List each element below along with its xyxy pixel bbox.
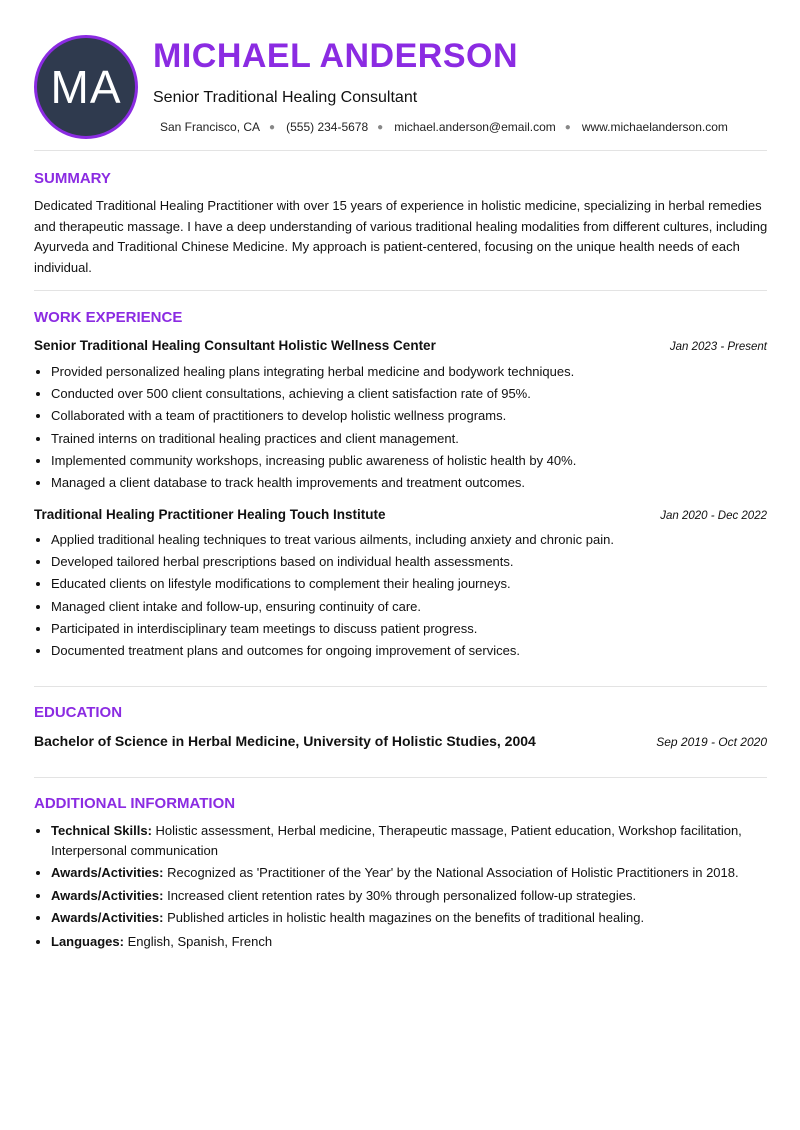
info-text: Increased client retention rates by 30% through personalized follow-up strategies.: [167, 887, 637, 903]
additional-heading: ADDITIONAL INFORMATION: [34, 795, 236, 812]
separator-dot-icon: ●: [564, 121, 571, 133]
additional-list: [34, 821, 767, 954]
info-text: Published articles in holistic health magazines on the benefits of traditional healing.: [167, 910, 645, 925]
summary-text: Dedicated Traditional Healing Practitioner with over 15 years of experience in holistic medicine, specializing in herbal remedies and therapeutic massage. I have a deep understanding of various traditional healing modalities from different cultures, including Ayurveda and Traditional Chinese Medicine. My approach is patient-centered, focusing on the unique health needs of each individual.: [34, 198, 768, 275]
divider: [34, 290, 767, 291]
contact-email: michael.anderson@email.com: [394, 120, 556, 134]
education-entry: [34, 733, 767, 749]
education-date: Sep 2019 - Oct 2020: [656, 735, 767, 749]
info-text: English, Spanish, French: [127, 933, 273, 949]
list-item: [51, 932, 767, 952]
education-degree: Bachelor of Science in Herbal Medicine, University of Holistic Studies, 2004: [34, 733, 536, 749]
list-item: [51, 821, 767, 860]
list-item: [51, 886, 767, 906]
job-date: Jan 2020 - Dec 2022: [660, 510, 767, 522]
education-heading: EDUCATION: [34, 704, 123, 721]
contact-phone: (555) 234-5678: [286, 120, 369, 134]
info-text: Holistic assessment, Herbal medicine, Therapeutic massage, Patient education, Workshop facilitation, Interpersonal communication: [51, 823, 742, 858]
list-item: [51, 863, 767, 883]
info-label: Awards/Activities:: [51, 887, 164, 903]
experience-heading: WORK EXPERIENCE: [34, 309, 183, 326]
list-item: • Developed tailored herbal prescriptions based on individual health assessments.: [51, 551, 767, 573]
separator-dot-icon: ●: [269, 121, 276, 133]
list-item: • Provided personalized healing plans integrating herbal medicine and bodywork techniques.: [51, 361, 767, 383]
info-text: Recognized as 'Practitioner of the Year' by the National Association of Holistic Practitioners in 2018.: [167, 865, 739, 880]
list-item: • Collaborated with a team of practitioners to develop holistic wellness programs.: [51, 405, 767, 427]
candidate-name: MICHAEL ANDERSON: [153, 37, 519, 75]
info-label: Technical Skills:: [51, 823, 152, 838]
contact-row: [160, 120, 728, 134]
job-bullets: [34, 529, 767, 662]
list-item: • Documented treatment plans and outcomes for ongoing improvement of services.: [51, 640, 767, 662]
info-label: Languages:: [51, 933, 124, 949]
job-bullets: [34, 361, 767, 494]
list-item: • Managed a client database to track health improvements and treatment outcomes.: [51, 472, 767, 494]
separator-dot-icon: ●: [377, 121, 384, 133]
list-item: [51, 908, 767, 928]
list-item: • Trained interns on traditional healing practices and client management.: [51, 428, 767, 450]
info-label: Awards/Activities:: [51, 910, 164, 925]
list-item: • Implemented community workshops, increasing public awareness of holistic health by 40%.: [51, 450, 767, 472]
contact-website: www.michaelanderson.com: [581, 120, 728, 134]
candidate-title: Senior Traditional Healing Consultant: [153, 89, 418, 106]
avatar: [34, 35, 138, 139]
job-role: Traditional Healing Practitioner Healing Touch Institute: [34, 507, 386, 522]
info-label: Awards/Activities:: [51, 865, 164, 880]
list-item: • Participated in interdisciplinary team meetings to discuss patient progress.: [51, 618, 767, 640]
list-item: • Applied traditional healing techniques to treat various ailments, including anxiety and chronic pain.: [51, 529, 767, 551]
job-role: Senior Traditional Healing Consultant Holistic Wellness Center: [34, 338, 436, 353]
job-header: [34, 338, 767, 353]
list-item: • Conducted over 500 client consultations, achieving a client satisfaction rate of 95%.: [51, 383, 767, 405]
contact-location: San Francisco, CA: [160, 120, 261, 134]
list-item: • Educated clients on lifestyle modifications to complement their healing journeys.: [51, 573, 767, 595]
job-header: [34, 507, 767, 522]
list-item: • Managed client intake and follow-up, ensuring continuity of care.: [51, 596, 767, 618]
divider: [34, 777, 767, 778]
divider: [34, 150, 767, 151]
avatar-initials: MA: [50, 61, 122, 113]
divider: [34, 686, 767, 687]
summary-heading: SUMMARY: [34, 170, 111, 187]
job-date: Jan 2023 - Present: [669, 341, 767, 353]
